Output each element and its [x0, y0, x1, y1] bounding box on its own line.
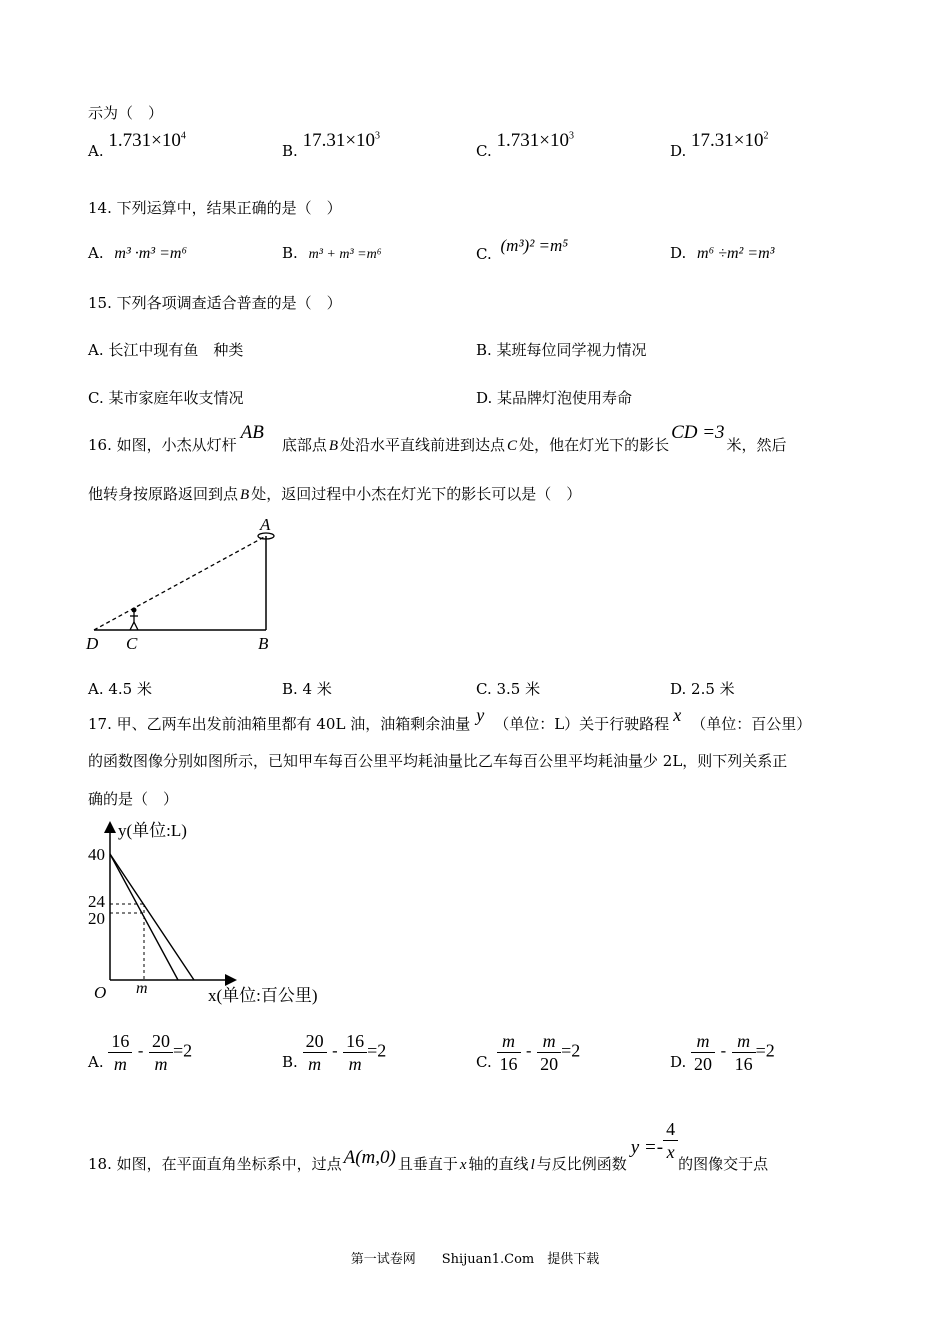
option-mantissa: 17.31 [691, 130, 734, 151]
text: 米，然后 [726, 436, 787, 454]
option-exponent: 4 [180, 130, 186, 142]
q15-option-c: C. 某市家庭年收支情况 [88, 389, 244, 407]
label-b: B [258, 634, 269, 653]
q15-stem: 15. 下列各项调查适合普查的是（ ） [88, 294, 342, 312]
option-label: A. [88, 142, 104, 160]
denominator: x [666, 1142, 675, 1162]
fraction [537, 1030, 561, 1075]
text: 底部点 [281, 436, 327, 454]
q13-option-b [282, 130, 381, 162]
q16-figure [80, 512, 290, 657]
label-c: C [126, 634, 138, 653]
fraction [663, 1118, 678, 1163]
q13-stem-tail: 示为（ ） [88, 104, 164, 122]
text: 的图像交于点 [678, 1154, 769, 1173]
q14-option-d [670, 244, 774, 263]
math-ab: AB [240, 422, 264, 443]
q17-option-c: C. $\frac{m}{16}$ - $\frac{m}{20}$ =2 [476, 1031, 581, 1074]
option-label: C. [476, 245, 492, 263]
m-label: m [136, 980, 148, 997]
option-label: C. [476, 1052, 492, 1071]
option-expression: m³ ·m³ =m⁶ [114, 245, 188, 262]
denominator: m [348, 1054, 362, 1074]
text: 处沿水平直线前进到达点 [340, 436, 506, 454]
math-l: l [530, 1156, 535, 1173]
rhs: =2 [755, 1040, 775, 1061]
option-expression: m⁶ ÷m² =m³ [697, 245, 775, 262]
q17-stem-line3: 确的是（ ） [88, 790, 179, 808]
q17-graph [84, 818, 384, 1008]
option-label: C. [476, 142, 492, 160]
q17-option-a: A. $\frac{16}{m}$ - $\frac{20}{m}$ =2 [88, 1031, 193, 1074]
math-c: C [507, 438, 518, 454]
denominator: 20 [540, 1054, 559, 1074]
q13-option-d [670, 130, 769, 162]
text: 处，返回过程中小杰在灯光下的影长可以是（ ） [251, 485, 582, 503]
text: 18. 如图，在平面直角坐标系中，过点 [88, 1154, 342, 1173]
option-times: ×10 [539, 130, 569, 151]
q15-option-b: B. 某班每位同学视力情况 [476, 341, 647, 359]
denominator: m [154, 1054, 168, 1074]
denominator: m [113, 1054, 127, 1074]
option-label: D. [670, 244, 687, 262]
option-exponent: 3 [375, 130, 381, 142]
q17-stem-line1 [88, 705, 812, 734]
rhs: =2 [561, 1040, 581, 1061]
label-a: A [260, 515, 271, 534]
x-axis-label: x(单位:百公里) [208, 986, 318, 1005]
math-func-lhs: y =- [630, 1136, 664, 1158]
q16-option-a: A. 4.5 米 [88, 680, 152, 698]
math-cd: CD =3 [671, 422, 725, 443]
math-b: B [328, 438, 339, 454]
numerator: 20 [303, 1030, 327, 1053]
origin-label: O [94, 983, 107, 1002]
option-times: ×10 [345, 130, 376, 151]
q17-option-d: D. $\frac{m}{20}$ - $\frac{m}{16}$ =2 [670, 1031, 775, 1074]
fraction [732, 1030, 756, 1075]
q17-option-b: B. $\frac{20}{m}$ - $\frac{16}{m}$ =2 [282, 1031, 387, 1074]
text: 16. 如图，小杰从灯杆 [88, 436, 237, 454]
denominator: 16 [499, 1054, 518, 1074]
text: （单位：L）关于行驶路程 [494, 715, 670, 733]
fraction [149, 1030, 173, 1075]
text: （单位：百公里） [691, 715, 812, 733]
tick-24: 24 [88, 892, 105, 911]
numerator: 20 [149, 1030, 173, 1053]
option-mantissa: 17.31 [302, 130, 346, 151]
text: 且垂直于 [397, 1154, 458, 1173]
q13-option-a [88, 130, 186, 162]
fraction [497, 1030, 521, 1075]
q14-stem: 14. 下列运算中，结果正确的是（ ） [88, 199, 342, 217]
text: 17. 甲、乙两车出发前油箱里都有 40L 油，油箱剩余油量 [88, 715, 471, 733]
math-y: y [476, 705, 485, 725]
math-b: B [240, 487, 250, 503]
option-label: B. [282, 1052, 298, 1071]
option-times: ×10 [151, 130, 181, 151]
tick-40: 40 [88, 845, 105, 864]
q16-stem-line2 [88, 483, 581, 504]
q14-option-c [476, 236, 569, 263]
q16-option-b: B. 4 米 [282, 680, 332, 698]
q16-stem-line1 [88, 422, 787, 456]
numerator: m [497, 1030, 521, 1053]
option-label: B. [282, 142, 298, 160]
q14-option-b [282, 244, 382, 263]
denominator: m [308, 1054, 322, 1074]
option-label: D. [670, 142, 687, 160]
option-label: A. [88, 244, 104, 262]
q15-option-d: D. 某品牌灯泡使用寿命 [476, 389, 633, 407]
rhs: =2 [367, 1040, 387, 1061]
numerator: 16 [343, 1030, 367, 1053]
label-d: D [86, 634, 99, 653]
option-times: ×10 [733, 130, 764, 151]
tick-20: 20 [88, 909, 105, 928]
rhs: =2 [172, 1040, 193, 1061]
denominator: 20 [694, 1054, 713, 1074]
option-label: B. [282, 244, 298, 262]
numerator: m [537, 1030, 561, 1053]
fraction [303, 1030, 327, 1075]
light-ray [94, 536, 266, 630]
q14-option-a [88, 244, 187, 263]
fraction [691, 1030, 715, 1075]
q16-option-c: C. 3.5 米 [476, 680, 541, 698]
option-exponent: 2 [763, 130, 769, 142]
fraction [343, 1030, 367, 1075]
option-exponent: 3 [568, 130, 574, 142]
text: 他转身按原路返回到点 [88, 485, 239, 503]
math-x: x [673, 705, 682, 725]
numerator: m [732, 1030, 756, 1053]
numerator: 16 [108, 1030, 132, 1053]
math-point: A(m,0) [343, 1146, 396, 1168]
math-x: x [459, 1156, 467, 1173]
q16-option-d: D. 2.5 米 [670, 680, 735, 698]
q13-option-c [476, 130, 574, 162]
fraction [108, 1030, 132, 1075]
text: 轴的直线 [468, 1154, 529, 1173]
y-axis-label: y(单位:L) [118, 821, 187, 840]
line-car-yi [110, 854, 194, 980]
option-mantissa: 1.731 [108, 130, 152, 151]
numerator: m [691, 1030, 715, 1053]
option-mantissa: 1.731 [496, 130, 540, 151]
q18-stem [88, 1114, 769, 1173]
option-label: D. [670, 1052, 687, 1071]
text: 与反比例函数 [536, 1154, 627, 1173]
q17-stem-line2: 的函数图像分别如图所示，已知甲车每百公里平均耗油量比乙车每百公里平均耗油量少 2L，则下列关系正 [88, 752, 788, 770]
option-label: A. [88, 1052, 104, 1071]
text: 处，他在灯光下的影长 [519, 436, 670, 454]
page-footer: 第一试卷网 Shijuan1.Com 提供下载 [350, 1252, 600, 1267]
person-icon [130, 608, 138, 631]
q15-option-a: A. 长江中现有鱼 种类 [88, 341, 244, 359]
option-expression: (m³)² =m⁵ [500, 236, 569, 255]
numerator: 4 [663, 1118, 678, 1141]
denominator: 16 [734, 1054, 753, 1074]
option-expression: m³ + m³ =m⁶ [308, 247, 382, 262]
